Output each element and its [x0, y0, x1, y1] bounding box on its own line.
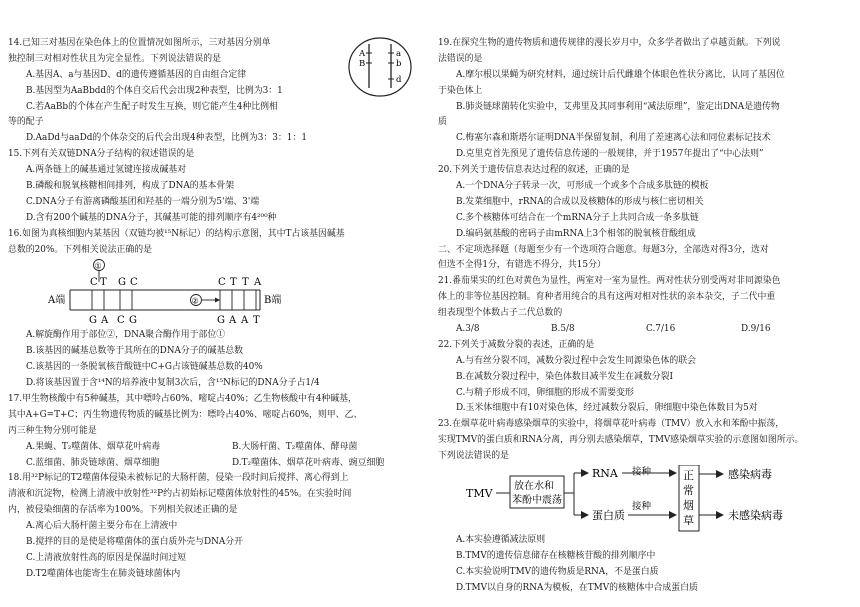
- q20-option-d: D.编码氨基酸的密码子由mRNA上3个相邻的脱氧核苷酸组成: [456, 228, 696, 239]
- svg-text:T: T: [230, 277, 237, 289]
- question-14: [8, 36, 423, 147]
- q16-dna-figure: [8, 258, 423, 328]
- svg-text:C: C: [218, 277, 226, 289]
- q23-tmv-diagram: [438, 465, 852, 533]
- treatment-line1: 放在水和: [514, 481, 554, 493]
- question-17: [8, 392, 423, 471]
- marker-2: ②: [191, 296, 199, 306]
- question-16: [8, 227, 423, 392]
- gene-label-d: d: [396, 75, 402, 85]
- q15-option-a: A.两条链上的碱基通过氢键连接成碱基对: [26, 165, 187, 176]
- q17-option-b: B.大肠杆菌、T₂噬菌体、酵母菌: [232, 441, 358, 452]
- bottom-right-sequence: [217, 315, 260, 326]
- svg-text:常: 常: [683, 484, 694, 498]
- svg-text:A: A: [101, 315, 109, 327]
- q18-stem-line1: 18.用³²P标记的T2噬菌体侵染未被标记的大肠杆菌，侵染一段时间后搅拌、离心得到上: [8, 473, 349, 484]
- q19-option-a: A.摩尔根以果蝇为研究材料，通过统计后代雌雄个体眼色性状分离比，认同了基因位: [456, 69, 785, 80]
- section-2-header: [438, 243, 852, 275]
- q14-option-a: A.基因A、a与基因D、d的遗传遵循基因的自由组合定律: [26, 69, 247, 80]
- q23-stem-line2: 实现TMV的蛋白质和RNA分离，再分别去感染烟草，TMV感染烟草实验的示意图如图所示。: [438, 435, 804, 446]
- svg-text:C: C: [117, 315, 125, 327]
- q15-option-b: B.磷酸和脱氧核糖相间排列，构成了DNA的基本骨架: [26, 181, 235, 192]
- gene-label-a: a: [396, 49, 402, 59]
- q23-option-c: C.本实验说明TMV的遗传物质是RNA，不是蛋白质: [456, 566, 659, 577]
- q21-stem-line1: 21.番茄果实的红色对黄色为显性，两室对一室为显性。两对性状分别受两对非同源染色: [438, 276, 781, 287]
- q20-option-a: A.一个DNA分子转录一次，可形成一个或多个合成多肽链的模板: [456, 181, 709, 192]
- q16-stem-line1: 16.如图为真核细胞内某基因（双链均被¹⁵N标记）的结构示意图，其中T占该基因碱基: [8, 228, 345, 239]
- q16-option-c: C.该基因的一条脱氧核苷酸链中C+G占该链碱基总数的40%: [26, 362, 263, 373]
- q16-option-d: D.将该基因置于含¹⁴N的培养液中复制3次后，含¹⁵N标记的DNA分子占1/4: [26, 378, 320, 389]
- top-right-sequence: [218, 277, 262, 288]
- q19-option-b: B.肺炎链球菌转化实验中，艾弗里及其同事利用“减法原理”，鉴定出DNA是遗传物: [456, 101, 780, 112]
- svg-text:A: A: [254, 277, 262, 289]
- svg-text:C: C: [130, 277, 138, 289]
- gene-label-A: A: [359, 49, 366, 59]
- q21-option-a: A.3/8: [456, 324, 480, 335]
- q14-option-d: D.AaDd与aaDd的个体杂交的后代会出现4种表型，比例为3：3：1：1: [26, 133, 307, 144]
- question-20: [438, 163, 852, 242]
- q23-option-b: B.TMV的遗传信息储存在核糖核苷酸的排列顺序中: [456, 550, 656, 561]
- top-left-sequence: [90, 277, 138, 288]
- q21-stem-line3: 组表现型个体数占子二代总数的: [438, 308, 563, 319]
- marker-1: ①: [94, 261, 102, 271]
- svg-text:G: G: [129, 315, 137, 327]
- section-2-line1: 二、不定项选择题（每题至少有一个选项符合题意。每题3分，全部选对得3分，选对: [438, 244, 769, 255]
- q18-option-a: A.离心后大肠杆菌主要分布在上清液中: [26, 521, 178, 532]
- q19-option-b-cont: 质: [438, 117, 447, 128]
- q14-stem-line2: 独控制三对相对性状且为完全显性。下列说法错误的是: [8, 53, 221, 64]
- q22-option-d: D.玉米体细胞中有10对染色体，经过减数分裂后，卵细胞中染色体数目为5对: [456, 403, 758, 414]
- question-19: [438, 36, 852, 163]
- q14-chromosome-figure: [346, 36, 414, 98]
- q17-option-d: D.T₂噬菌体、烟草花叶病毒、豌豆细胞: [232, 457, 385, 468]
- infected-label: 感染病毒: [728, 468, 772, 482]
- tmv-label: TMV: [466, 487, 493, 501]
- bottom-left-sequence: [89, 315, 137, 326]
- q16-option-a: A.解旋酶作用于部位②，DNA聚合酶作用于部位①: [26, 330, 226, 341]
- question-18: [8, 471, 423, 582]
- q18-option-b: B.搅拌的目的是使是将噬菌体的蛋白质外壳与DNA分开: [26, 537, 244, 548]
- q17-stem-line3: 丙三种生物分别可能是: [8, 425, 97, 436]
- question-15: [8, 147, 423, 226]
- svg-text:A: A: [229, 315, 237, 327]
- svg-text:G: G: [217, 315, 225, 327]
- section-2-line2: 但选不全得1分，有错选不得分，共15分）: [438, 260, 606, 271]
- b-end-label: B端: [264, 295, 282, 307]
- q23-stem-line3: 下列说法错误的是: [438, 451, 509, 462]
- q16-stem-line2: 总数的20%。下列相关说法正确的是: [8, 244, 152, 255]
- q19-option-d: D.克里克首先预见了遗传信息传递的一般规律，并于1957年提出了“中心法则”: [456, 149, 764, 160]
- svg-text:G: G: [118, 277, 126, 289]
- q23-option-a: A.本实验遵循减法原则: [456, 535, 546, 546]
- q17-stem-line1: 17.甲生物核酸中有5种碱基，其中嘌呤占60%、嘧啶占40%；乙生物核酸中有4种碱基，: [8, 394, 357, 405]
- q21-stem-line2: 体上的非等位基因控制。育种者用纯合的具有这两对相对性状的亲本杂交，子二代中重: [438, 292, 776, 303]
- q19-stem-line1: 19.在探究生物的遗传物质和遗传规律的漫长岁月中，众多学者做出了卓越贡献。下列说: [438, 38, 781, 48]
- q23-option-d: D.TMV以自身的RNA为模板，在TMV的核糖体中合成蛋白质: [456, 582, 698, 593]
- q15-option-c: C.DNA分子有游离磷酸基团和羟基的一端分别为5'端、3'端: [26, 196, 260, 207]
- question-22: [438, 338, 852, 417]
- q16-option-b: B.该基因的碱基总数等于其所在的DNA分子的碱基总数: [26, 346, 244, 357]
- q18-option-d: D.T2噬菌体也能寄生在肺炎链球菌体内: [26, 568, 181, 579]
- question-21: [438, 274, 852, 338]
- q18-stem-line2: 清液和沉淀物，检测上清液中放射性³²P约占初始标记噬菌体放射性的45%。在实验时间: [8, 489, 352, 500]
- not-infected-label: 未感染病毒: [728, 509, 783, 523]
- q19-stem-line2: 法错误的是: [438, 53, 483, 64]
- q20-stem: 20.下列关于遗传信息表达过程的叙述，正确的是: [438, 165, 630, 176]
- q22-option-b: B.在减数分裂过程中，染色体数目减半发生在减数分裂Ⅰ: [456, 371, 673, 382]
- inoculate-label-top: 接种: [632, 466, 652, 478]
- q20-option-b: B.发菜细胞中，rRNA的合成以及核糖体的形成与核仁密切相关: [456, 196, 704, 207]
- q19-option-a-cont: 于染色体上: [438, 85, 483, 96]
- q22-stem: 22.下列关于减数分裂的表述，正确的是: [438, 339, 595, 350]
- q14-option-c-cont: 等的配子: [8, 117, 44, 128]
- q20-option-c: C.多个核糖体可结合在一个mRNA分子上共同合成一条多肽链: [456, 212, 699, 223]
- q15-stem: 15.下列有关双链DNA分子结构的叙述错误的是: [8, 149, 195, 160]
- right-column: [438, 36, 852, 597]
- q21-option-b: B.5/8: [551, 324, 575, 335]
- a-end-label: A端: [48, 295, 66, 307]
- q21-option-d: D.9/16: [741, 324, 771, 335]
- svg-text:T: T: [253, 315, 260, 327]
- q18-option-c: C.上清液放射性高的原因是保温时间过短: [26, 552, 187, 563]
- q22-option-a: A.与有丝分裂不同，减数分裂过程中会发生同源染色体的联会: [456, 355, 696, 366]
- svg-text:G: G: [89, 315, 97, 327]
- q21-option-c: C.7/16: [646, 324, 676, 335]
- rna-label: RNA: [592, 467, 618, 481]
- svg-text:T: T: [100, 277, 107, 289]
- q17-option-a: A.果蝇、T₂噬菌体、烟草花叶病毒: [26, 441, 161, 452]
- svg-text:T: T: [242, 277, 249, 289]
- treatment-line2: 苯酚中震荡: [512, 495, 562, 507]
- left-column: [8, 36, 423, 583]
- q14-option-b: B.基因型为AaBbdd的个体自交后代会出现2种表型，比例为3：1: [26, 85, 283, 96]
- svg-text:A: A: [241, 315, 249, 327]
- protein-label: 蛋白质: [592, 509, 625, 523]
- q15-option-d: D.含有200个碱基的DNA分子，其碱基可能的排列顺序有4²⁰⁰种: [26, 212, 277, 223]
- svg-text:C: C: [90, 277, 98, 289]
- q14-option-c: C.若AaBb的个体在产生配子时发生互换，则它能产生4种比例相: [26, 101, 278, 112]
- svg-text:草: 草: [683, 514, 694, 528]
- q14-stem-line1: 14.已知三对基因在染色体上的位置情况如图所示，三对基因分别单: [8, 38, 271, 48]
- gene-label-B: B: [359, 59, 366, 69]
- q18-stem-line3: 内，被侵染细菌的存活率为100%。下列相关叙述正确的是: [8, 505, 238, 516]
- q17-stem-line2: 其中A+G=T+C；丙生物遗传物质的碱基比例为：嘌呤占40%、嘧啶占60%，则甲、乙、: [8, 409, 363, 420]
- inoculate-label-bottom: 接种: [632, 501, 652, 513]
- gene-label-b: b: [396, 59, 402, 69]
- q17-option-c: C.蓝细菌、肺炎链球菌、烟草细胞: [26, 457, 160, 468]
- svg-text:正: 正: [683, 469, 694, 483]
- q23-stem-line1: 23.在烟草花叶病毒感染烟草的实验中，将烟草花叶病毒（TMV）放入水和苯酚中振荡，: [438, 419, 785, 430]
- question-23: [438, 417, 852, 596]
- svg-text:烟: 烟: [683, 499, 694, 513]
- q22-option-c: C.与精子形成不同，卵细胞的形成不需要变形: [456, 387, 634, 398]
- q19-option-c: C.梅塞尔森和斯塔尔证明DNA半保留复制，利用了差速离心法和同位素标记技术: [456, 133, 771, 144]
